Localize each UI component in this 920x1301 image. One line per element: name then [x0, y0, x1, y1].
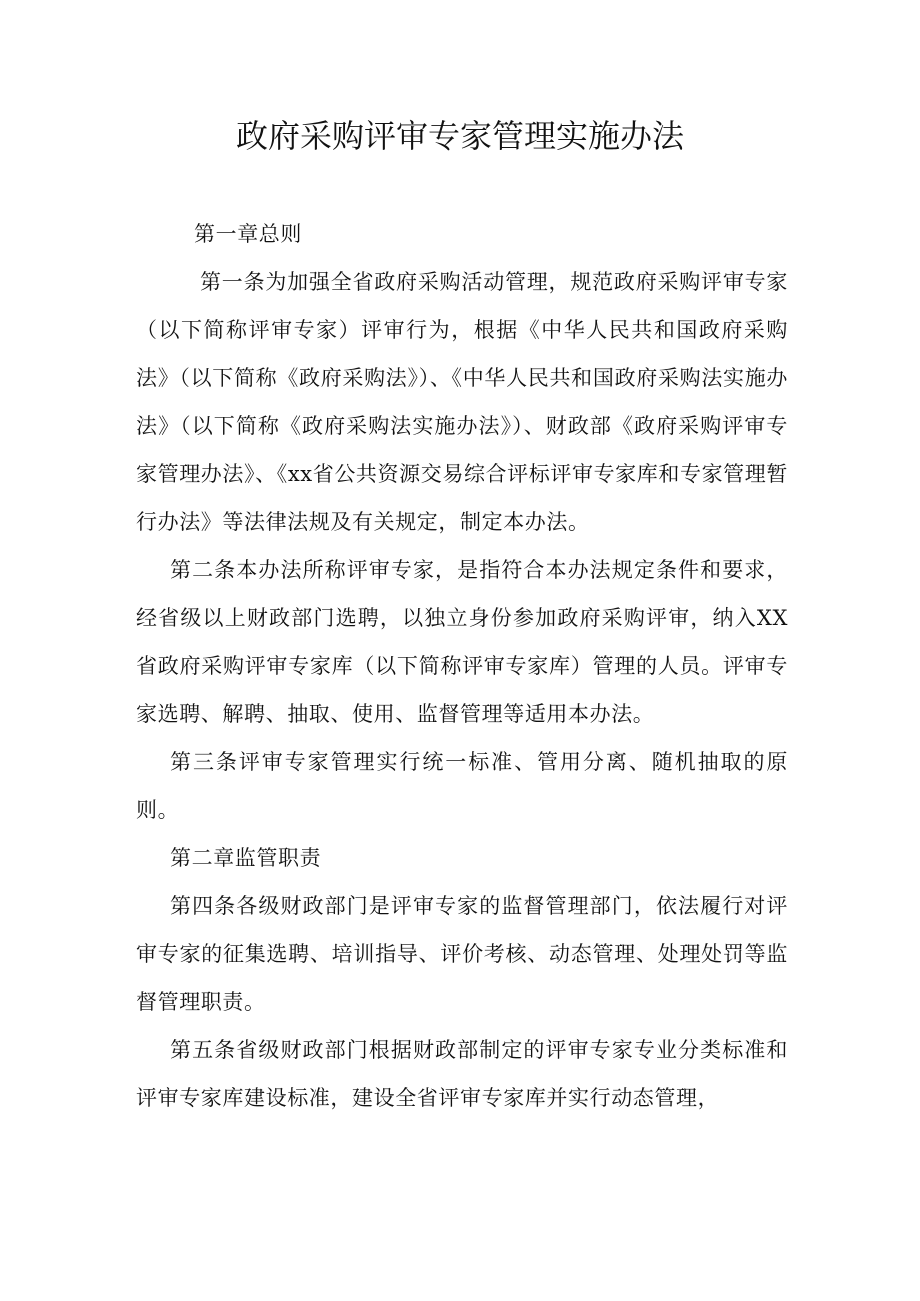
article-3-paragraph: 第三条评审专家管理实行统一标准、管用分离、随机抽取的原则。: [136, 750, 788, 822]
chapter-heading-1: 第一章总则: [194, 222, 302, 246]
article-1-paragraph: 第一条为加强全省政府采购活动管理，规范政府采购评审专家（以下简称评审专家）评审行为，根据《中华人民共和国政府采购法》（以下简称《政府采购法》）、《中华人民共和国政府采购法实施办法》（以下简称《政府采购法实施办法》）、财政部《政府采购评审专家管理办法》、《xx省公共资源交易综合评标评审专家库和专家管理暂行办法》等法律法规及有关规定，制定本办法。: [136, 270, 788, 534]
article-5-paragraph: 第五条省级财政部门根据财政部制定的评审专家专业分类标准和评审专家库建设标准，建设全省评审专家库并实行动态管理，: [136, 1038, 788, 1110]
chapter-heading-2: 第二章监管职责: [170, 846, 322, 870]
article-2-paragraph: 第二条本办法所称评审专家，是指符合本办法规定条件和要求，经省级以上财政部门选聘，以独立身份参加政府采购评审，纳入XX省政府采购评审专家库（以下简称评审专家库）管理的人员。评审专家选聘、解聘、抽取、使用、监督管理等适用本办法。: [136, 558, 788, 726]
article-4-paragraph: 第四条各级财政部门是评审专家的监督管理部门，依法履行对评审专家的征集选聘、培训指导、评价考核、动态管理、处理处罚等监督管理职责。: [136, 894, 788, 1014]
document-body: [136, 210, 788, 1122]
document-title: 政府采购评审专家管理实施办法: [235, 117, 684, 155]
